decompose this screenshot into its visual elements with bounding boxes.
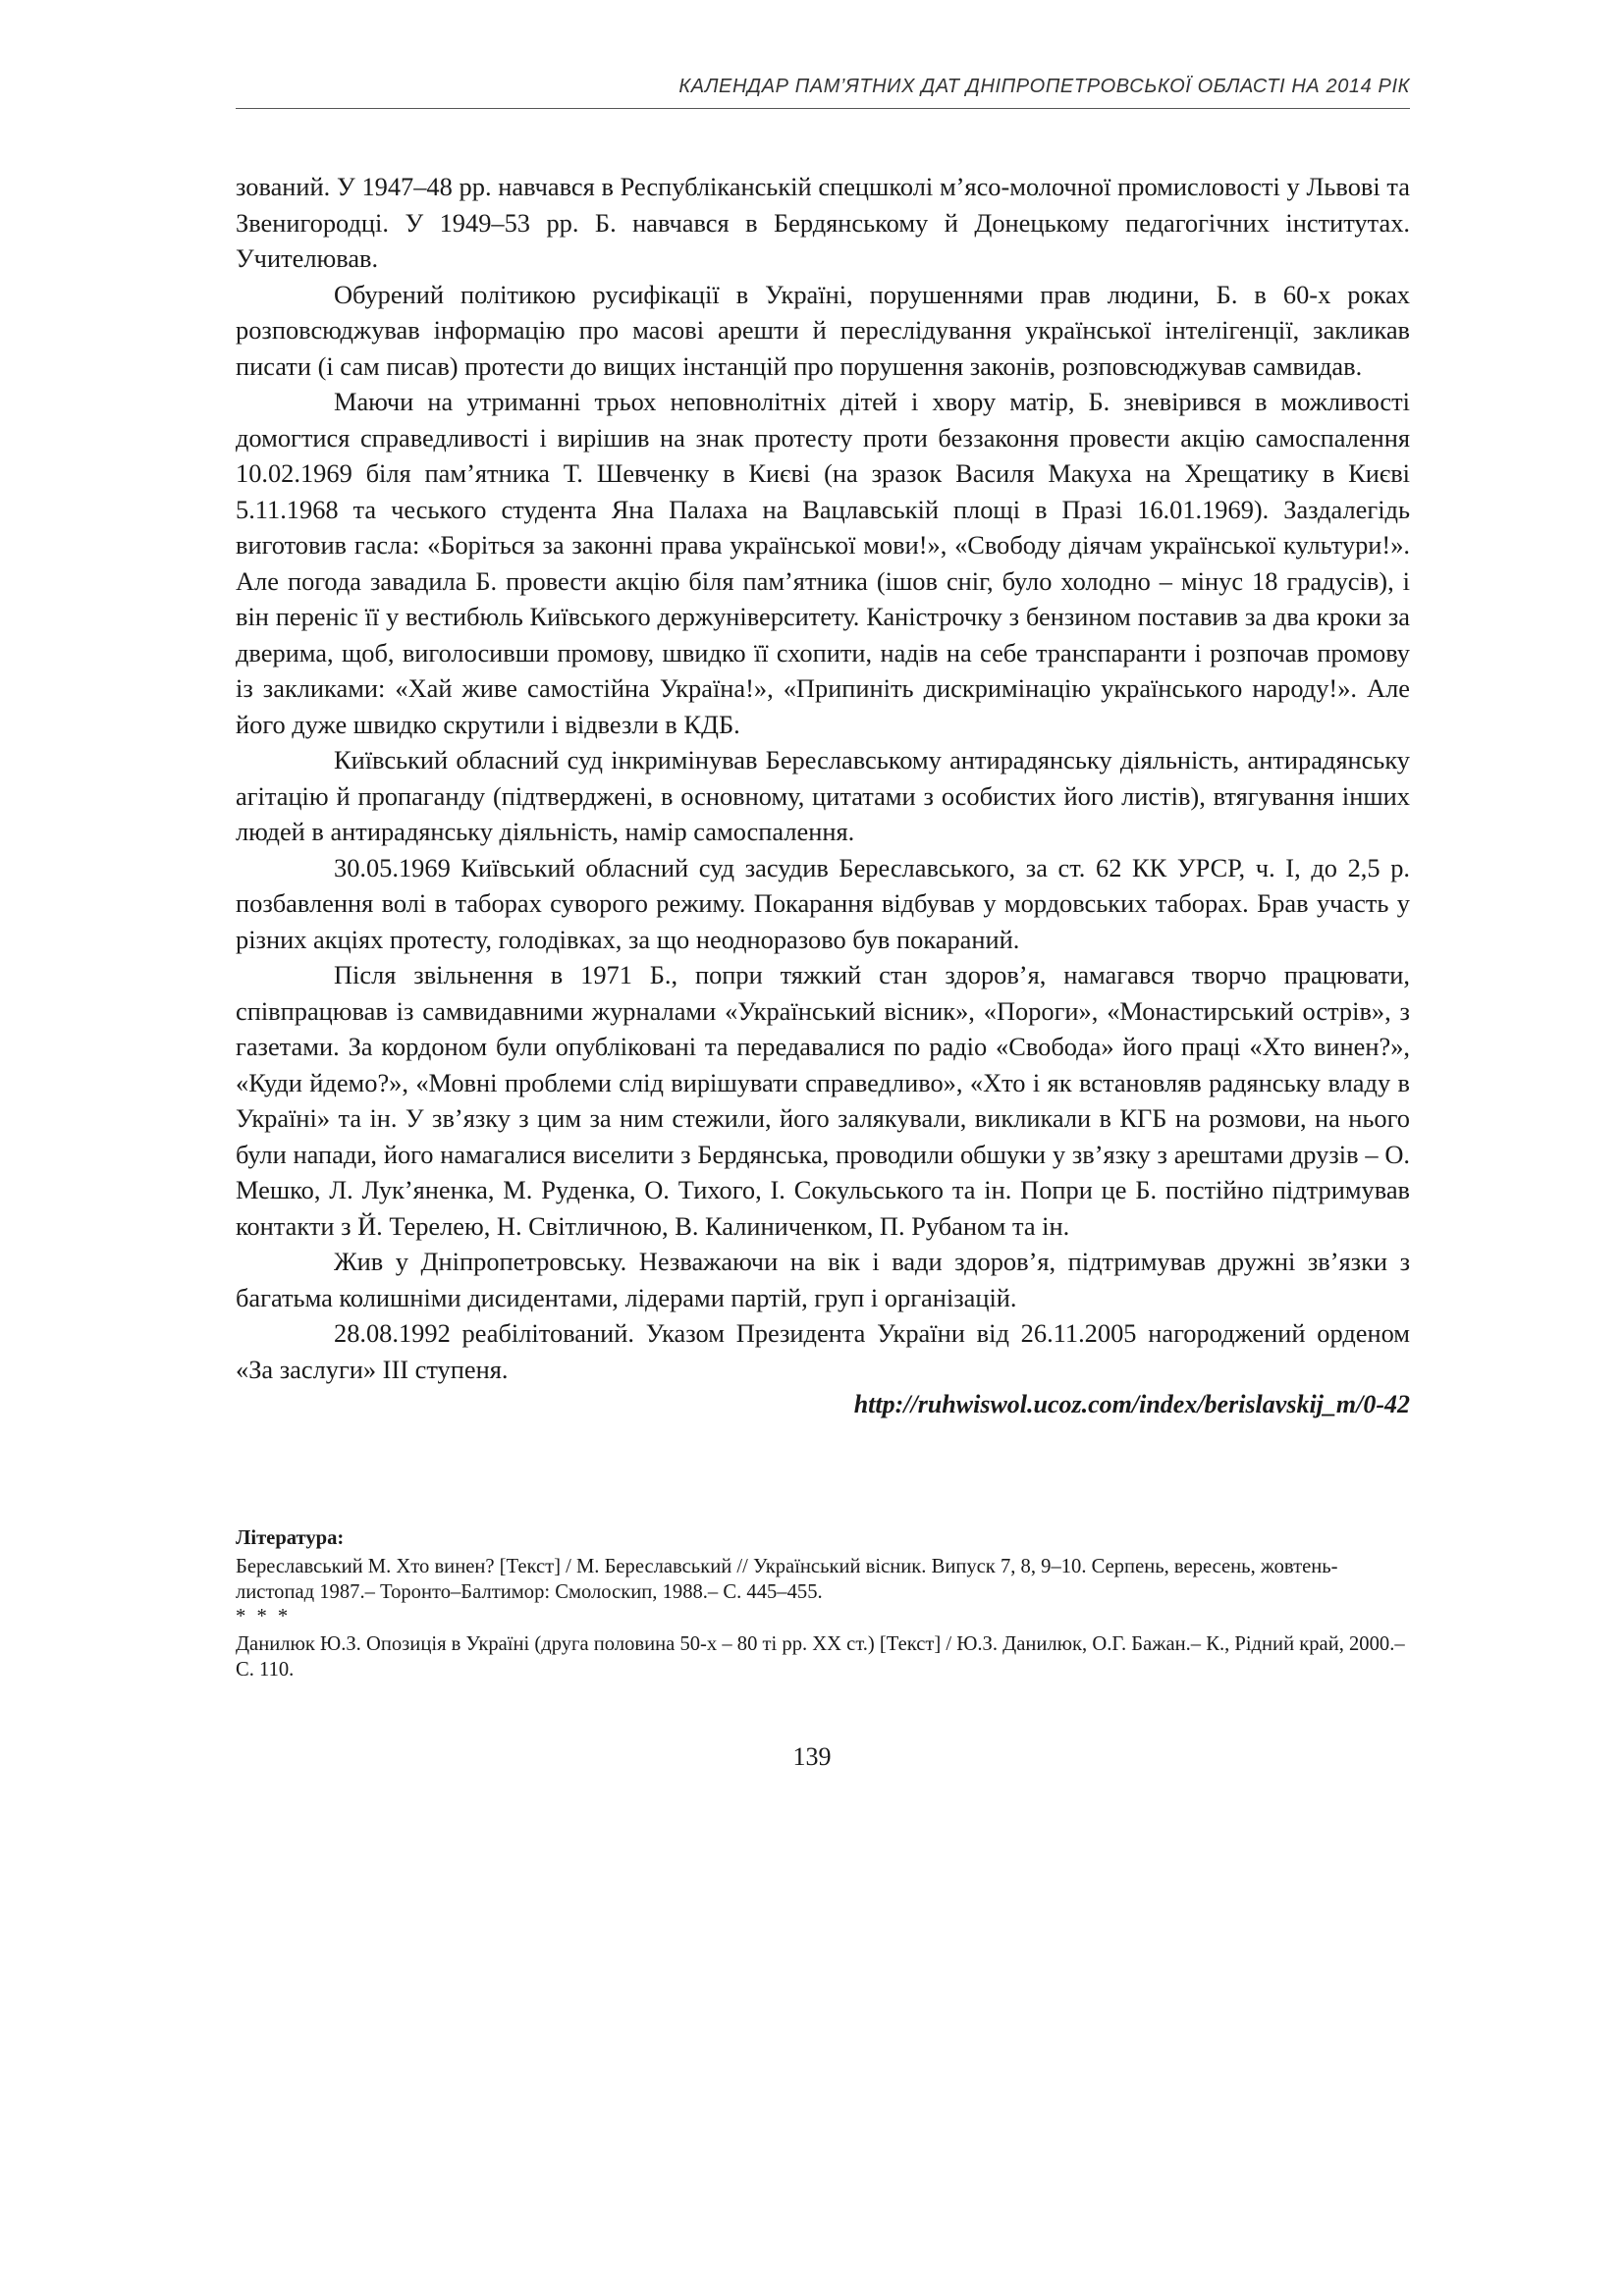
literature-separator: * * * [236, 1606, 292, 1629]
literature-entry-1: Береславський М. Хто винен? [Текст] / М. Береславський // Український вісник. Випуск 7, 8, 9–10. Серпень, вересень, жовтень-листопад 1987.– Торонто–Балтимор: Смолоскип, 1988.– С. 445–455. [236, 1555, 1338, 1603]
page-number: 139 [792, 1742, 832, 1771]
literature-entry-2: Данилюк Ю.З. Опозиція в Україні (друга половина 50-х – 80 ті рр. ХХ ст.) [Текст] / Ю.З. Данилюк, О.Г. Бажан.– К., Рідний край, 2000.– С. 110. [236, 1633, 1405, 1682]
article-body [236, 169, 1410, 1423]
paragraph-8: 28.08.1992 реабілітований. Указом Президента України від 26.11.2005 нагороджений орденом «За заслуги» III ступеня. [236, 1318, 1410, 1384]
paragraph-5: 30.05.1969 Київський обласний суд засудив Береславського, за ст. 62 КК УРСР, ч. I, до 2,5 р. позбавлення волі в таборах суворого режиму. Покарання відбував у мордовських таборах. Брав участь у різних акціях протесту, голодівках, за що неодноразово був покараний. [236, 852, 1410, 954]
paragraph-2: Обурений політикою русифікації в Україні, порушеннями прав людини, Б. в 60-х роках розповсюджував інформацію про масові арешти й переслідування української інтелігенції, закликав писати (і сам писав) протести до вищих інстанцій про порушення законів, розповсюджував самвидав. [236, 279, 1410, 381]
paragraph-1: зований. У 1947–48 рр. навчався в Республіканській спецшколі м’ясо-молочної промисловості у Львові та Звенигородці. У 1949–53 рр. Б. навчався в Бердянському й Донецькому педагогічних інститутах. Учителював. [236, 172, 1410, 273]
paragraph-3: Маючи на утриманні трьох неповнолітніх дітей і хвору матір, Б. зневірився в можливості домогтися справедливості і вирішив на знак протесту проти беззаконня провести акцію самоспалення 10.02.1969 біля пам’ятника Т. Шевченку в Києві (на зразок Василя Макуха на Хрещатику в Києві 5.11.1968 та чеського студента Яна Палаха на Вацлавській площі в Празі 16.01.1969). Заздалегідь виготовив гасла: «Боріться за законні права української мови!», «Свободу діячам української культури!». Але погода завадила Б. провести акцію біля пам’ятника (ішов сніг, було холодно – мінус 18 градусів), і він переніс її у вестибюль Київського держуніверситету. Каністрочку з бензином поставив за два кроки за дверима, щоб, виголосивши промову, швидко її схопити, надів на себе транспаранти і розпочав промову із закликами: «Хай живе самостійна Україна!», «Припиніть дискримінацію українського народу!». Але його дуже швидко скрутили і відвезли в КДБ. [236, 387, 1410, 739]
literature-section [236, 1526, 1410, 1683]
running-header: КАЛЕНДАР ПАМ’ЯТНИХ ДАТ ДНІПРОПЕТРОВСЬКОЇ ОБЛАСТІ НА 2014 РІК [236, 76, 1410, 109]
paragraph-4: Київський обласний суд інкримінував Береславському антирадянську діяльність, антирадянську агітацію й пропаганду (підтверджені, в основному, цитатами з особистих його листів), втягування інших людей в антирадянську діяльність, намір самоспалення. [236, 745, 1410, 846]
paragraph-7: Жив у Дніпропетровську. Незважаючи на вік і вади здоров’я, підтримував дружні зв’язки з багатьма колишніми дисидентами, лідерами партій, груп і організацій. [236, 1247, 1410, 1312]
source-link[interactable]: http://ruhwiswol.ucoz.com/index/berislavskij_m/0-42 [853, 1390, 1410, 1418]
paragraph-6: Після звільнення в 1971 Б., попри тяжкий стан здоров’я, намагався творчо працювати, співпрацював із самвидавними журналами «Український вісник», «Пороги», «Монастирський острів», з газетами. За кордоном були опубліковані та передавалися по радіо «Свобода» його праці «Хто винен?», «Куди йдемо?», «Мовні проблеми слід вирішувати справедливо», «Хто і як встановляв радянську владу в Україні» та ін. У зв’язку з цим за ним стежили, його залякували, викликали в КГБ на розмови, на нього були напади, його намагалися виселити з Бердянська, проводили обшуки у зв’язку з арештами друзів – О. Мешко, Л. Лук’яненка, М. Руденка, О. Тихого, І. Сокульського та ін. Попри це Б. постійно підтримував контакти з Й. Терелею, Н. Світличною, В. Калиниченком, П. Рубаном та ін. [236, 960, 1410, 1241]
literature-title: Література: [236, 1527, 345, 1549]
